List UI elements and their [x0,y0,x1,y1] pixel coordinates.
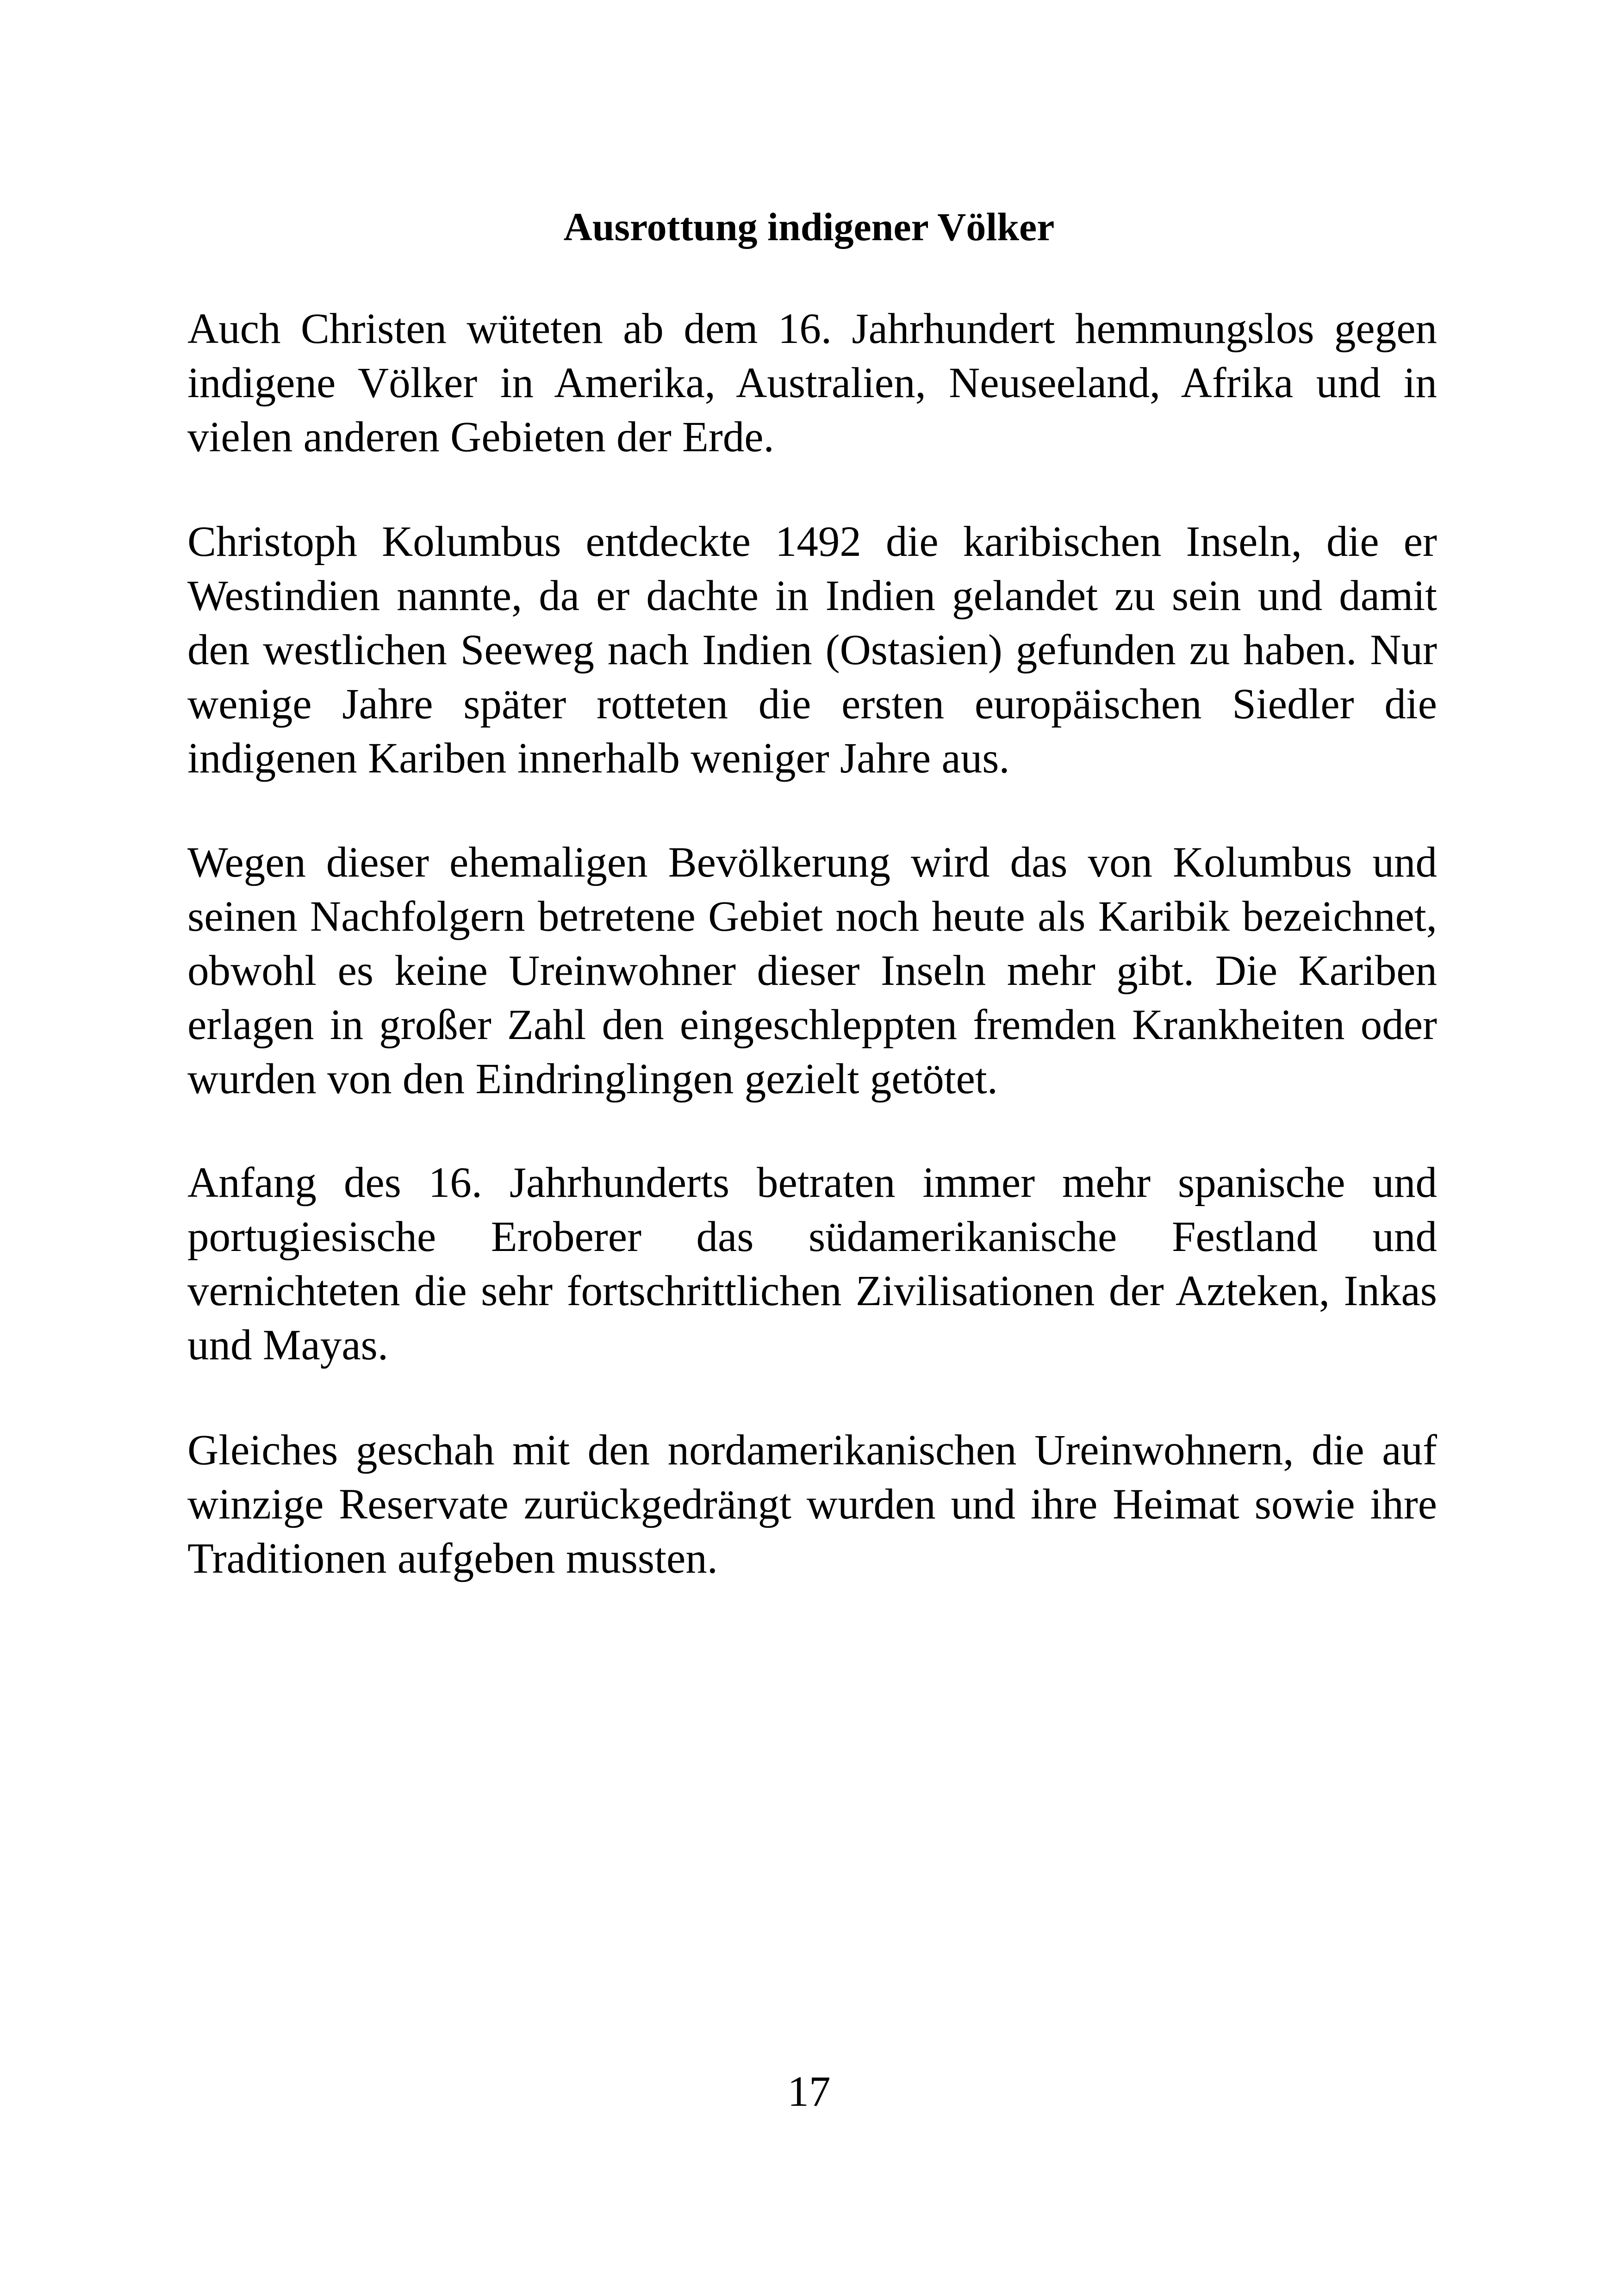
page-number: 17 [787,2068,831,2116]
paragraph-1: Auch Christen wüteten ab dem 16. Jahrhundert hemmungslos gegen indigene Völker in Amerika, Australien, Neuseeland, Afrika und in vielen anderen Gebieten der Erde. [187,305,1437,461]
page-title: Ausrottung indigener Völker [563,205,1055,249]
paragraph-2: Christoph Kolumbus entdeckte 1492 die karibischen Inseln, die er Westindien nannte, da er dachte in Indien gelandet zu sein und damit den westlichen Seeweg nach Indien (Ostasien) gefunden zu haben. Nur wenige Jahre später rotteten die ersten europäischen Siedler die indigenen Kariben innerhalb weniger Jahre aus. [187,518,1437,782]
paragraph-3: Wegen dieser ehemaligen Bevölkerung wird das von Kolumbus und seinen Nachfolgern betretene Gebiet noch heute als Karibik bezeichnet, obwohl es keine Ureinwohner dieser Inseln mehr gibt. Die Kariben erlagen in großer Zahl den eingeschleppten fremden Krankheiten oder wurden von den Eindringlingen gezielt getötet. [187,839,1437,1103]
paragraph-4: Anfang des 16. Jahrhunderts betraten immer mehr spanische und portugiesische Eroberer das südamerikanische Festland und vernichteten die sehr fortschrittlichen Zivilisationen der Azteken, Inkas und Mayas. [187,1159,1437,1369]
paragraph-5: Gleiches geschah mit den nordamerikanischen Ureinwohnern, die auf winzige Reservate zurückgedrängt wurden und ihre Heimat sowie ihre Traditionen aufgeben mussten. [187,1426,1437,1582]
